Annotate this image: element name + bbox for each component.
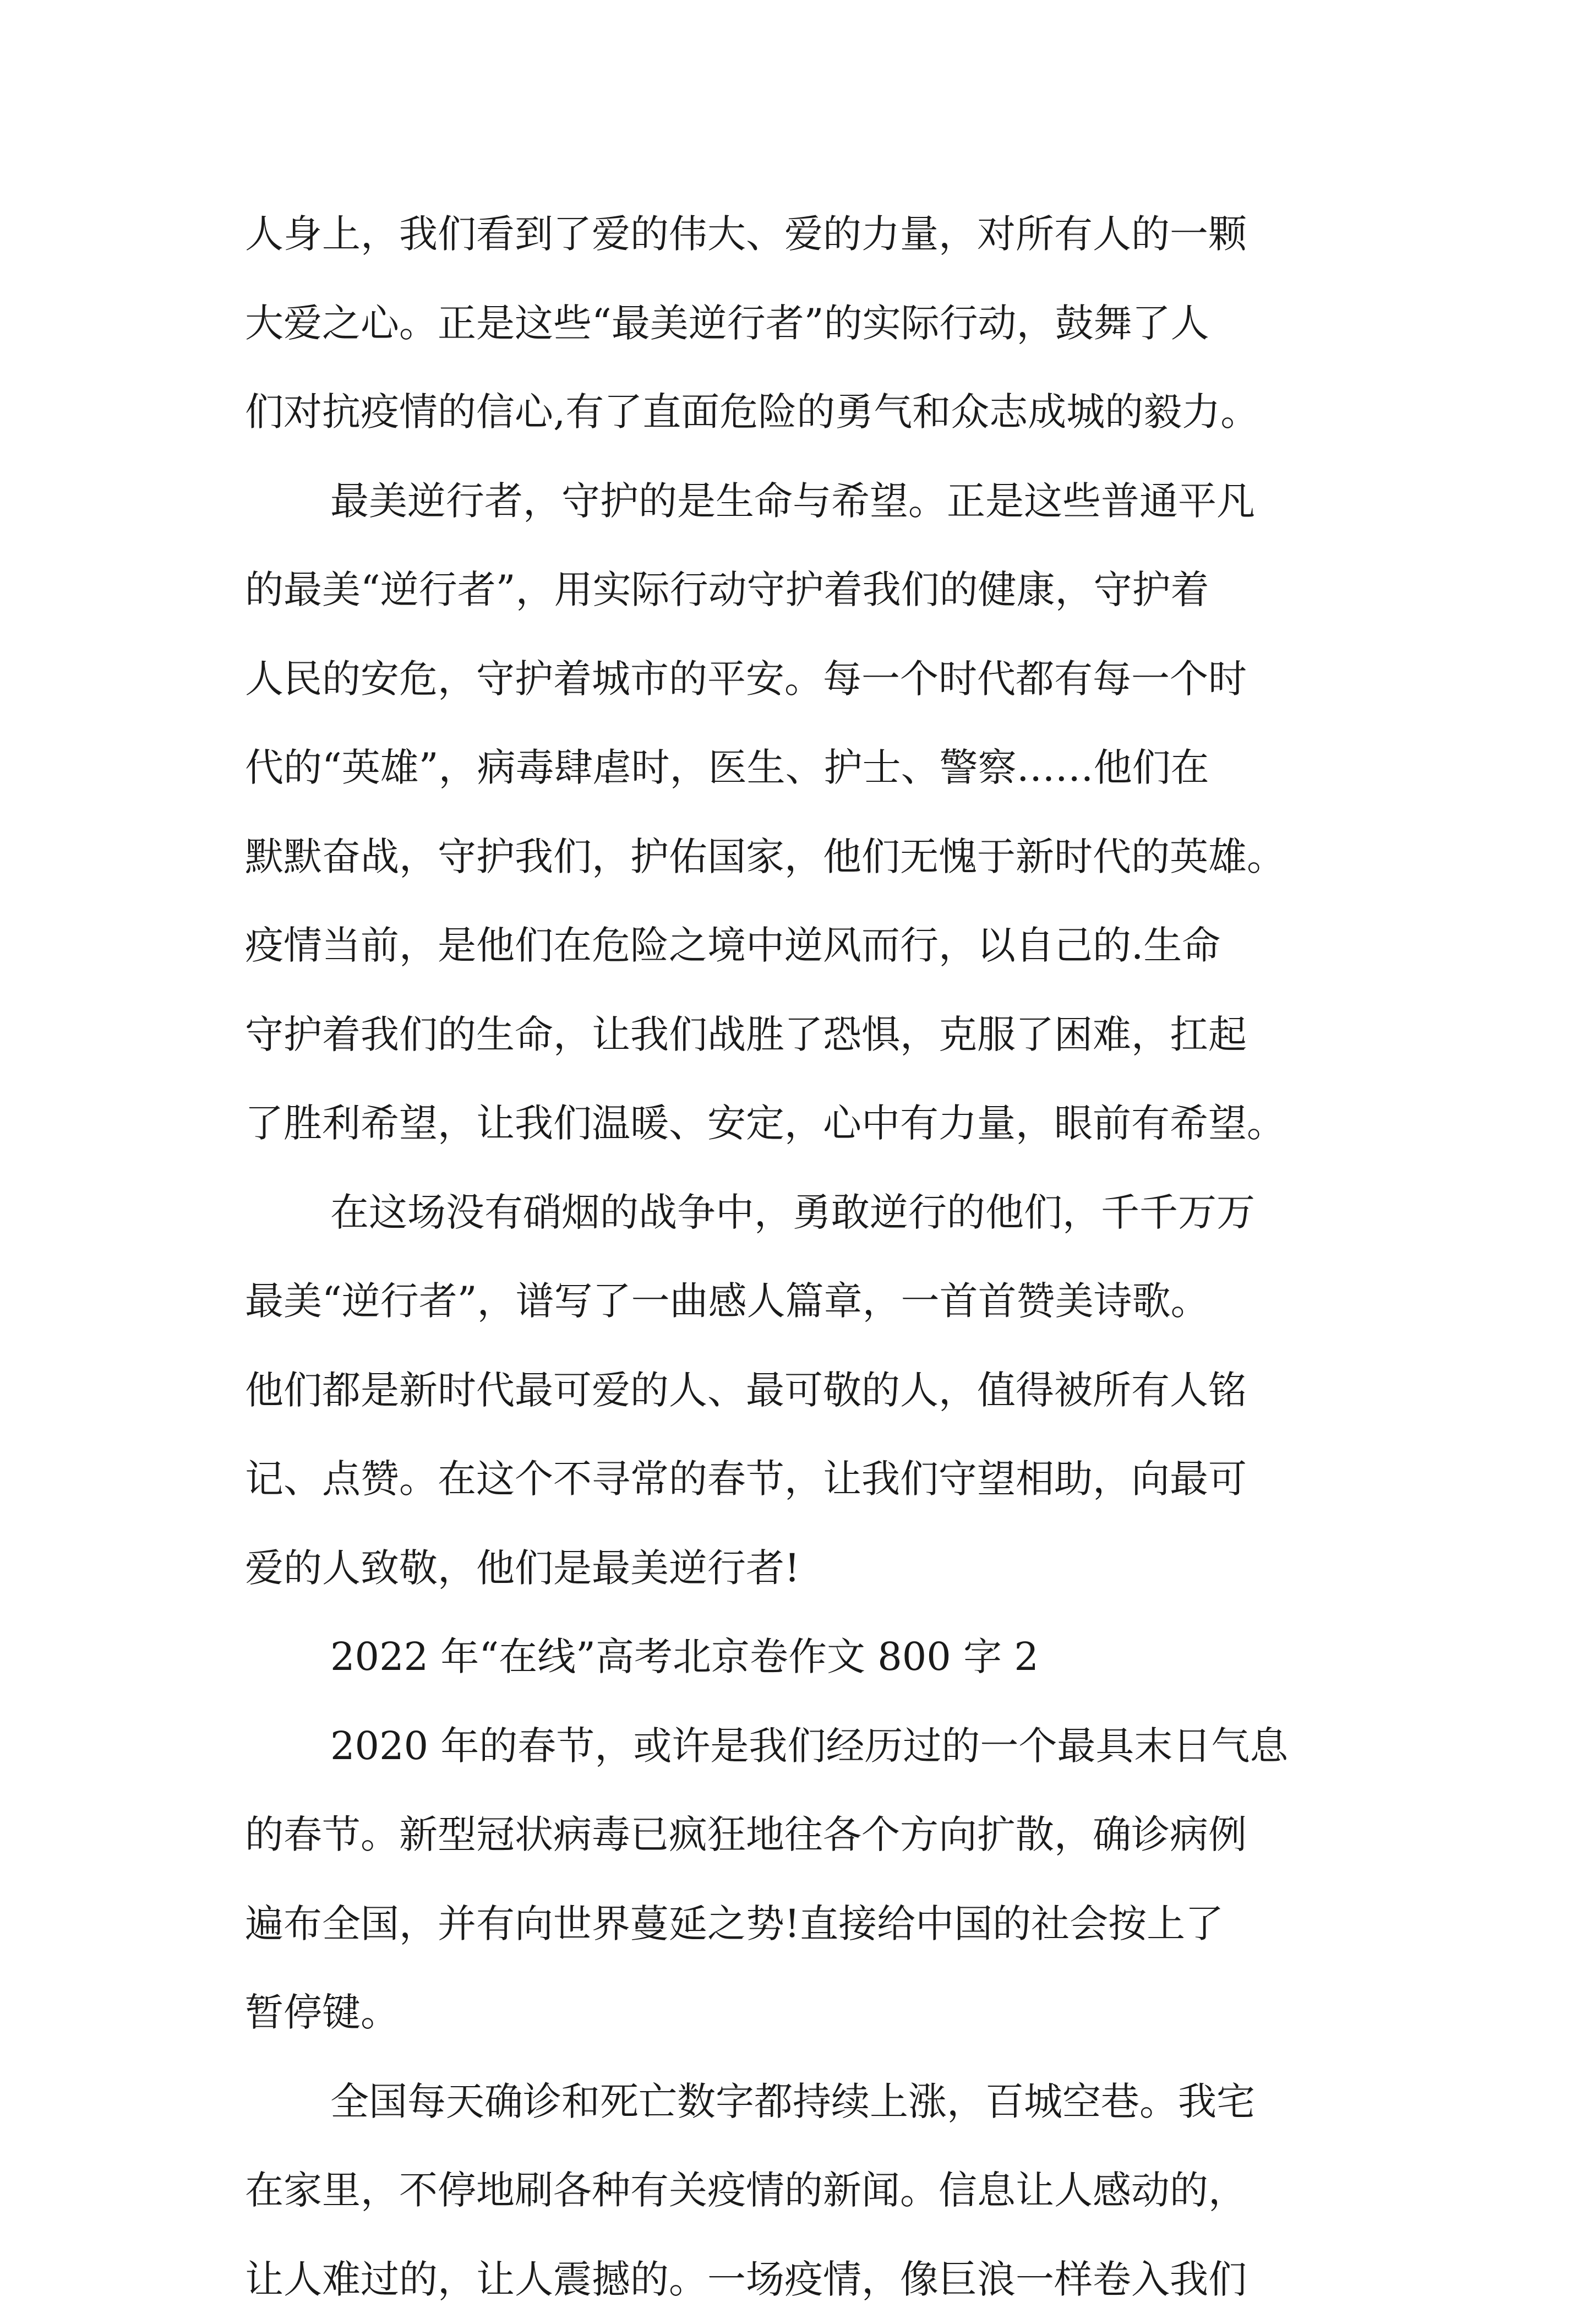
paragraph-start-line: 在这场没有硝烟的战争中，勇敢逆行的他们，千千万万 — [245, 1168, 1379, 1258]
text-line: 人身上，我们看到了爱的伟大、爱的力量，对所有人的一颗 — [245, 190, 1379, 279]
text-line: 他们都是新时代最可爱的人、最可敬的人，值得被所有人铭 — [245, 1346, 1379, 1435]
text-line: 了胜利希望，让我们温暖、安定，心中有力量，眼前有希望。 — [245, 1079, 1379, 1168]
document-body — [245, 190, 1379, 2324]
text-line: 守护着我们的生命，让我们战胜了恐惧，克服了困难，扛起 — [245, 990, 1379, 1080]
text-line: 最美“逆行者”，谱写了一曲感人篇章，一首首赞美诗歌。 — [245, 1257, 1379, 1346]
text-line: 在家里，不停地刷各种有关疫情的新闻。信息让人感动的， — [245, 2146, 1379, 2235]
text-line: 让人难过的，让人震撼的。一场疫情，像巨浪一样卷入我们 — [245, 2235, 1379, 2324]
section-heading: 2022 年“在线”高考北京卷作文 800 字 2 — [245, 1613, 1379, 1702]
paragraph-start-line: 2020 年的春节，或许是我们经历过的一个最具末日气息 — [245, 1702, 1379, 1791]
text-line: 的春节。新型冠状病毒已疯狂地往各个方向扩散，确诊病例 — [245, 1790, 1379, 1880]
text-line: 代的“英雄”，病毒肆虐时，医生、护士、警察……他们在 — [245, 723, 1379, 813]
text-line: 疫情当前，是他们在危险之境中逆风而行，以自己的.生命 — [245, 901, 1379, 990]
paragraph-start-line: 全国每天确诊和死亡数字都持续上涨，百城空巷。我宅 — [245, 2058, 1379, 2147]
text-line: 大爱之心。正是这些“最美逆行者”的实际行动，鼓舞了人 — [245, 279, 1379, 368]
text-line: 的最美“逆行者”，用实际行动守护着我们的健康，守护着 — [245, 546, 1379, 635]
text-line: 暂停键。 — [245, 1968, 1379, 2058]
text-line: 们对抗疫情的信心,有了直面危险的勇气和众志成城的毅力。 — [245, 368, 1379, 457]
text-line: 人民的安危，守护着城市的平安。每一个时代都有每一个时 — [245, 635, 1379, 724]
text-line: 遍布全国，并有向世界蔓延之势!直接给中国的社会按上了 — [245, 1880, 1379, 1969]
text-line: 默默奋战，守护我们，护佑国家，他们无愧于新时代的英雄。 — [245, 813, 1379, 902]
text-line: 记、点赞。在这个不寻常的春节，让我们守望相助，向最可 — [245, 1435, 1379, 1524]
paragraph-start-line: 最美逆行者，守护的是生命与希望。正是这些普通平凡 — [245, 457, 1379, 546]
text-line: 爱的人致敬，他们是最美逆行者! — [245, 1524, 1379, 1613]
